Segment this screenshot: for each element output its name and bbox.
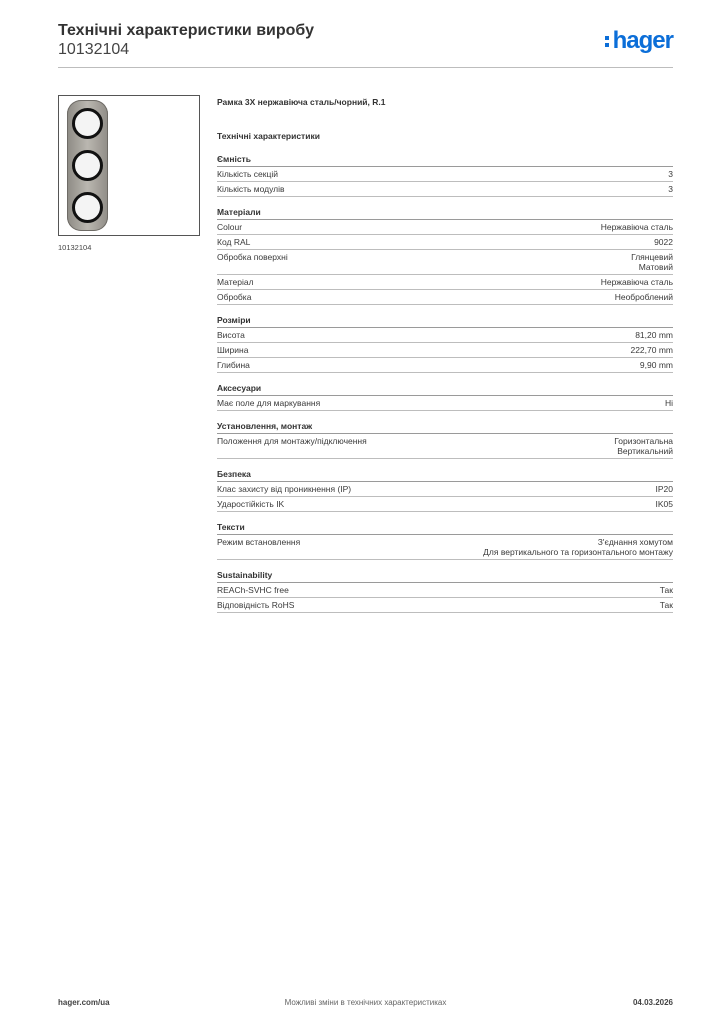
spec-row — [217, 167, 673, 182]
logo-text: hager — [612, 27, 673, 54]
page-header — [58, 20, 673, 68]
spec-row — [217, 598, 673, 613]
spec-value: Горизонтальна Вертикальний — [614, 436, 673, 456]
logo-mark-icon — [605, 33, 611, 49]
spec-group — [217, 521, 673, 560]
spec-value: Нержавіюча сталь — [600, 222, 673, 232]
spec-label: Colour — [217, 222, 243, 232]
spec-value: 9,90 mm — [639, 360, 673, 370]
spec-group — [217, 206, 673, 305]
spec-group-title: Безпека — [217, 468, 673, 482]
spec-content — [217, 96, 673, 613]
spec-value: 222,70 mm — [630, 345, 673, 355]
spec-label: Положення для монтажу/підключення — [217, 436, 367, 446]
frame-opening-2 — [72, 150, 103, 181]
spec-label: REACh-SVHC free — [217, 585, 289, 595]
spec-row — [217, 358, 673, 373]
hager-logo[interactable] — [605, 28, 673, 54]
frame-opening-1 — [72, 108, 103, 139]
image-caption: 10132104 — [58, 243, 92, 252]
spec-row — [217, 434, 673, 459]
spec-value: 3 — [668, 169, 673, 179]
spec-label: Глибина — [217, 360, 250, 370]
spec-value: З'єднання хомутом Для вертикального та горизонтального монтажу — [483, 537, 673, 557]
spec-group-title: Ємність — [217, 153, 673, 167]
spec-value: Глянцевий Матовий — [631, 252, 673, 272]
spec-group — [217, 382, 673, 411]
spec-label: Режим встановлення — [217, 537, 301, 547]
spec-label: Обробка поверхні — [217, 252, 288, 262]
spec-group-title: Установлення, монтаж — [217, 420, 673, 434]
spec-row — [217, 497, 673, 512]
spec-row — [217, 328, 673, 343]
page-footer — [58, 998, 673, 1010]
spec-group — [217, 314, 673, 373]
spec-label: Відповідність RoHS — [217, 600, 295, 610]
spec-group — [217, 420, 673, 459]
specs-heading: Технічні характеристики — [217, 131, 320, 141]
spec-group — [217, 153, 673, 197]
product-code: 10132104 — [58, 41, 130, 58]
spec-label: Кількість секцій — [217, 169, 278, 179]
spec-label: Має поле для маркування — [217, 398, 321, 408]
spec-row — [217, 275, 673, 290]
spec-label: Кількість модулів — [217, 184, 285, 194]
spec-value: IP20 — [655, 484, 673, 494]
spec-group-title: Sustainability — [217, 569, 673, 583]
spec-group-title: Аксесуари — [217, 382, 673, 396]
product-name: Рамка 3X нержавіюча сталь/чорний, R.1 — [217, 97, 386, 107]
document-title: Технічні характеристики виробу — [58, 22, 314, 39]
spec-row — [217, 482, 673, 497]
spec-value: Так — [659, 585, 673, 595]
spec-value: 3 — [668, 184, 673, 194]
spec-value: Так — [659, 600, 673, 610]
spec-label: Висота — [217, 330, 245, 340]
frame-opening-3 — [72, 192, 103, 223]
spec-row — [217, 182, 673, 197]
spec-label: Код RAL — [217, 237, 251, 247]
spec-row — [217, 396, 673, 411]
spec-row — [217, 583, 673, 598]
spec-value: 9022 — [654, 237, 673, 247]
spec-value: Нержавіюча сталь — [600, 277, 673, 287]
spec-row — [217, 290, 673, 305]
spec-groups — [217, 153, 673, 613]
header-divider — [58, 67, 673, 68]
spec-label: Ширина — [217, 345, 249, 355]
spec-label: Ударостійкість IK — [217, 499, 285, 509]
spec-label: Обробка — [217, 292, 252, 302]
spec-row — [217, 220, 673, 235]
product-image — [58, 95, 200, 236]
footer-date: 04.03.2026 — [632, 998, 673, 1007]
frame-plate-icon — [67, 100, 108, 231]
footer-notice: Можливі зміни в технічних характеристиках — [284, 998, 447, 1007]
spec-group-title: Тексти — [217, 521, 673, 535]
spec-row — [217, 343, 673, 358]
spec-row — [217, 235, 673, 250]
spec-label: Клас захисту від проникнення (IP) — [217, 484, 352, 494]
spec-row — [217, 535, 673, 560]
footer-website[interactable]: hager.com/ua — [58, 998, 110, 1007]
spec-value: IK05 — [655, 499, 673, 509]
spec-group-title: Матеріали — [217, 206, 673, 220]
spec-label: Матеріал — [217, 277, 254, 287]
spec-row — [217, 250, 673, 275]
spec-group-title: Розміри — [217, 314, 673, 328]
spec-value: Необроблений — [614, 292, 673, 302]
spec-value: Ні — [664, 398, 673, 408]
spec-group — [217, 569, 673, 613]
spec-value: 81,20 mm — [635, 330, 673, 340]
spec-group — [217, 468, 673, 512]
